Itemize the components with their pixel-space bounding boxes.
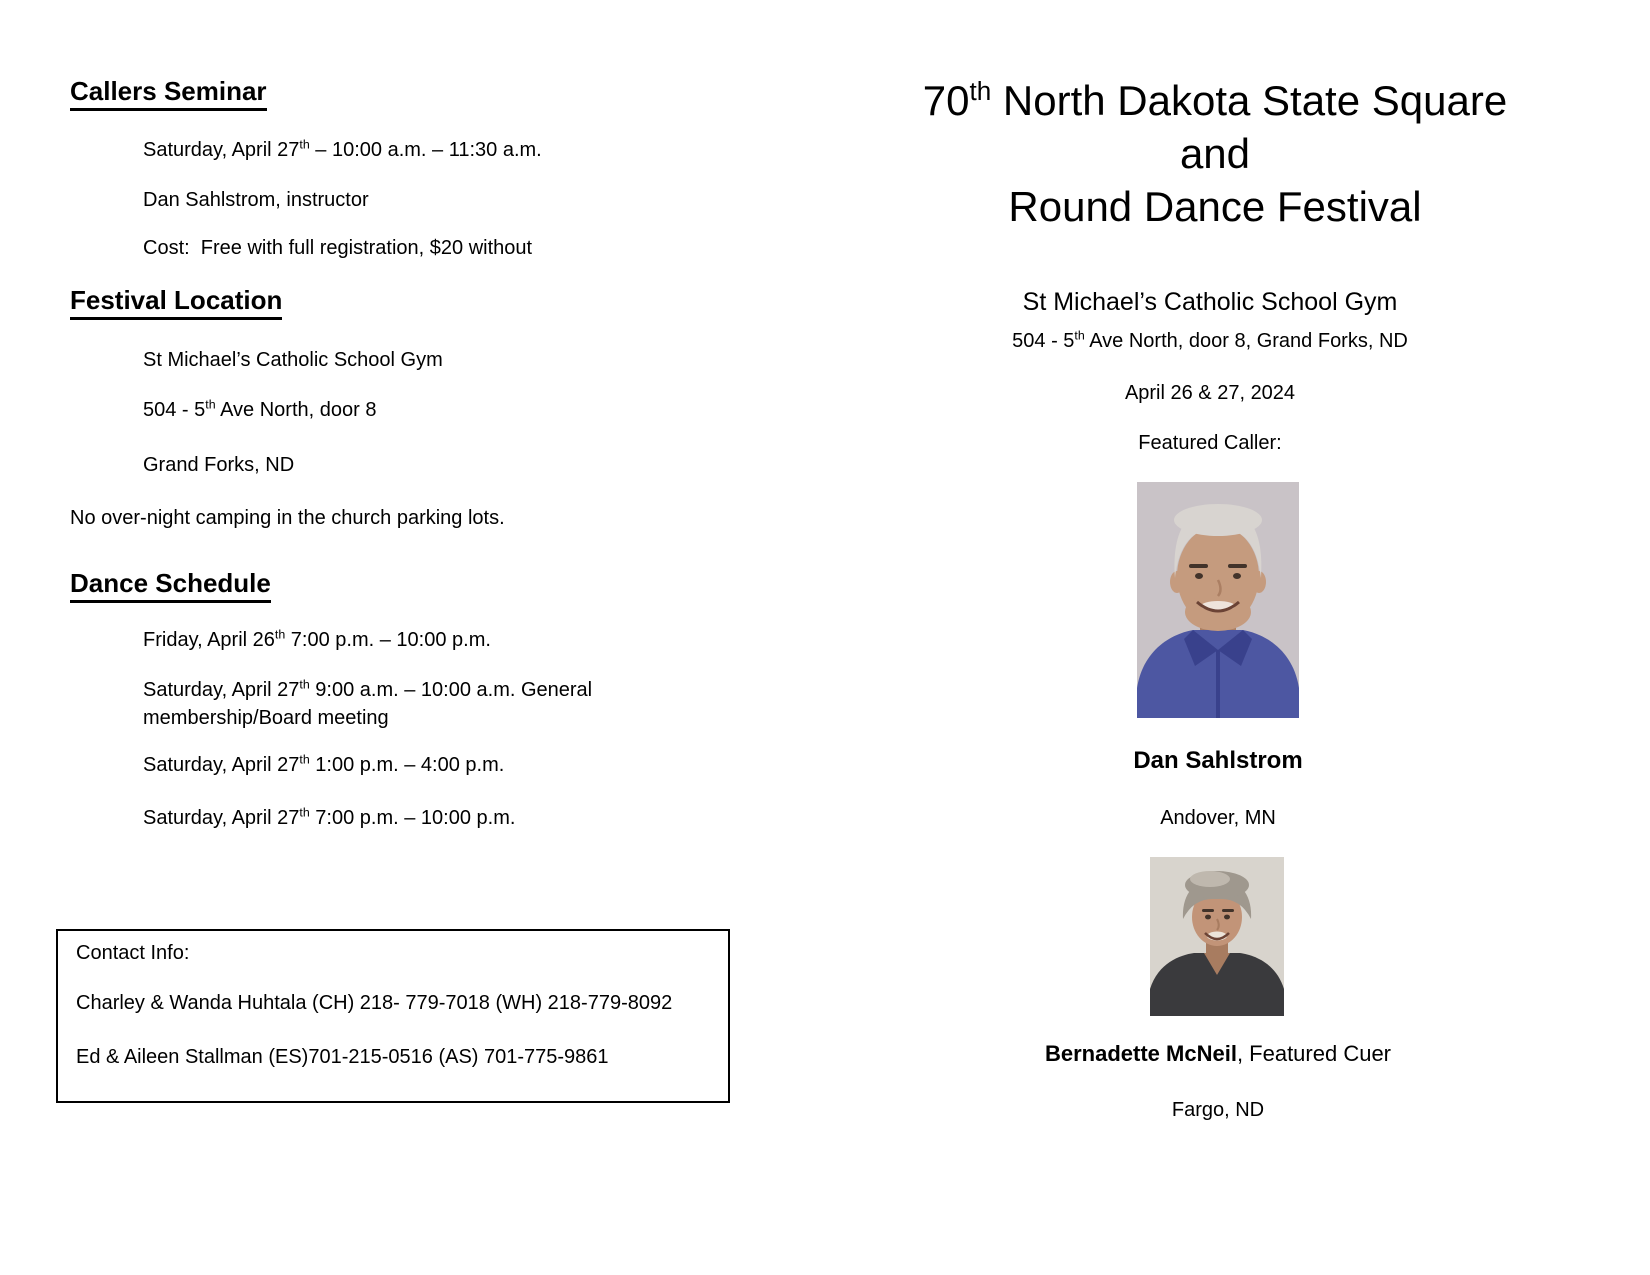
text-post: – 10:00 a.m. – 11:30 a.m.: [309, 139, 542, 161]
contact-line-huhtala: [76, 989, 672, 1017]
eyebrow-right-shape: [1228, 564, 1247, 568]
caller-name: [1060, 747, 1376, 775]
text-pre: Saturday, April 27: [143, 139, 300, 161]
ordinal-suffix: th: [969, 76, 992, 106]
venue-text: St Michael’s Catholic School Gym: [1022, 288, 1398, 316]
text-pre: Friday, April 26: [143, 629, 275, 651]
cuer-caption: [1018, 1041, 1418, 1067]
contact-line-text: Ed & Aileen Stallman (ES)701-215-0516 (AS) 701-775-9861: [76, 1046, 609, 1068]
contact-info-box: [56, 929, 730, 1103]
festival-title-line3: [885, 180, 1545, 233]
text-pre: Saturday, April 27: [143, 807, 300, 829]
ordinal-suffix: th: [205, 397, 216, 412]
text-pre: 70: [922, 77, 970, 124]
caller-city: [1060, 804, 1376, 832]
text-post: 1:00 p.m. – 4:00 p.m.: [309, 754, 505, 776]
note-text: No over-night camping in the church parking lots.: [70, 507, 505, 529]
ordinal-suffix: th: [299, 752, 310, 767]
contact-info-title: [76, 939, 189, 967]
text-pre: Saturday, April 27: [143, 679, 300, 701]
venue-name: [880, 287, 1540, 317]
location-item-venue: [143, 346, 443, 374]
cuer-name-text: Bernadette McNeil: [1044, 1041, 1237, 1066]
shirt-placket-shape: [1216, 650, 1220, 718]
camping-note: [70, 504, 505, 532]
text-pre: St Michael’s Catholic School Gym: [143, 349, 443, 371]
eye-right-shape: [1233, 573, 1241, 579]
heading-text: Dance Schedule: [70, 568, 271, 603]
festival-title-line1: [885, 74, 1545, 127]
callers-item-instructor: [143, 186, 369, 214]
text-pre: Grand Forks, ND: [143, 454, 295, 476]
contact-line-stallman: [76, 1043, 609, 1071]
featured-caller-photo: [1137, 482, 1299, 718]
schedule-item-saturday-morning: [143, 676, 658, 732]
eye-left-shape: [1195, 573, 1203, 579]
callers-item-time: [143, 136, 542, 164]
featured-cuer-photo: [1150, 857, 1284, 1016]
cuer-city: [1068, 1096, 1368, 1124]
text-post: Ave North, door 8: [215, 399, 377, 421]
dance-schedule-heading: [70, 568, 271, 598]
eye-right-shape: [1224, 915, 1230, 920]
schedule-item-saturday-evening: [143, 804, 658, 832]
text-pre: Saturday, April 27: [143, 754, 300, 776]
contact-title-text: Contact Info:: [76, 942, 190, 964]
ordinal-suffix: th: [299, 805, 310, 820]
text-post: 7:00 p.m. – 10:00 p.m.: [285, 629, 491, 651]
text-post: Ave North, door 8, Grand Forks, ND: [1084, 330, 1408, 352]
schedule-item-friday: [143, 626, 658, 654]
callers-seminar-heading: [70, 76, 267, 106]
contact-line-text: Charley & Wanda Huhtala (CH) 218- 779-7018 (WH) 218-779-8092: [76, 992, 673, 1014]
festival-dates: [880, 379, 1540, 407]
text-post: North Dakota State Square: [991, 77, 1508, 124]
caller-city-text: Andover, MN: [1160, 807, 1276, 829]
heading-text: Callers Seminar: [70, 76, 267, 111]
caller-name-text: Dan Sahlstrom: [1133, 747, 1303, 774]
text-pre: 504 - 5: [1012, 330, 1075, 352]
text-pre: Cost: Free with full registration, $20 without: [143, 237, 533, 259]
callers-item-cost: [143, 234, 532, 262]
text-pre: 504 - 5: [143, 399, 206, 421]
ordinal-suffix: th: [274, 627, 286, 642]
festival-title-line2: [885, 127, 1545, 180]
location-item-address: [143, 396, 376, 424]
hair-highlight-shape: [1190, 871, 1230, 887]
eyebrow-right-shape: [1222, 909, 1234, 912]
featured-caller-label: [880, 429, 1540, 457]
schedule-item-saturday-afternoon: [143, 751, 658, 779]
eyebrow-left-shape: [1189, 564, 1208, 568]
eye-left-shape: [1205, 915, 1211, 920]
text-pre: Dan Sahlstrom, instructor: [143, 189, 369, 211]
text-post: 9:00 a.m. – 10:00 a.m. General membership/Board meeting: [143, 679, 598, 729]
ordinal-suffix: th: [1074, 328, 1085, 343]
ordinal-suffix: th: [299, 137, 310, 152]
title-and-text: and: [1179, 130, 1251, 177]
venue-address: [880, 327, 1540, 355]
dates-text: April 26 & 27, 2024: [1124, 382, 1296, 404]
cuer-city-text: Fargo, ND: [1171, 1099, 1265, 1121]
eyebrow-left-shape: [1202, 909, 1214, 912]
ordinal-suffix: th: [299, 677, 310, 692]
location-item-city: [143, 451, 294, 479]
text-post: 7:00 p.m. – 10:00 p.m.: [309, 807, 516, 829]
festival-title: [885, 74, 1545, 233]
festival-location-heading: [70, 285, 282, 315]
heading-text: Festival Location: [70, 285, 282, 320]
title-round-dance-text: Round Dance Festival: [1008, 183, 1422, 230]
label-text: Featured Caller:: [1138, 432, 1282, 454]
hair-top-shape: [1174, 504, 1262, 536]
cuer-suffix-text: , Featured Cuer: [1236, 1041, 1392, 1066]
